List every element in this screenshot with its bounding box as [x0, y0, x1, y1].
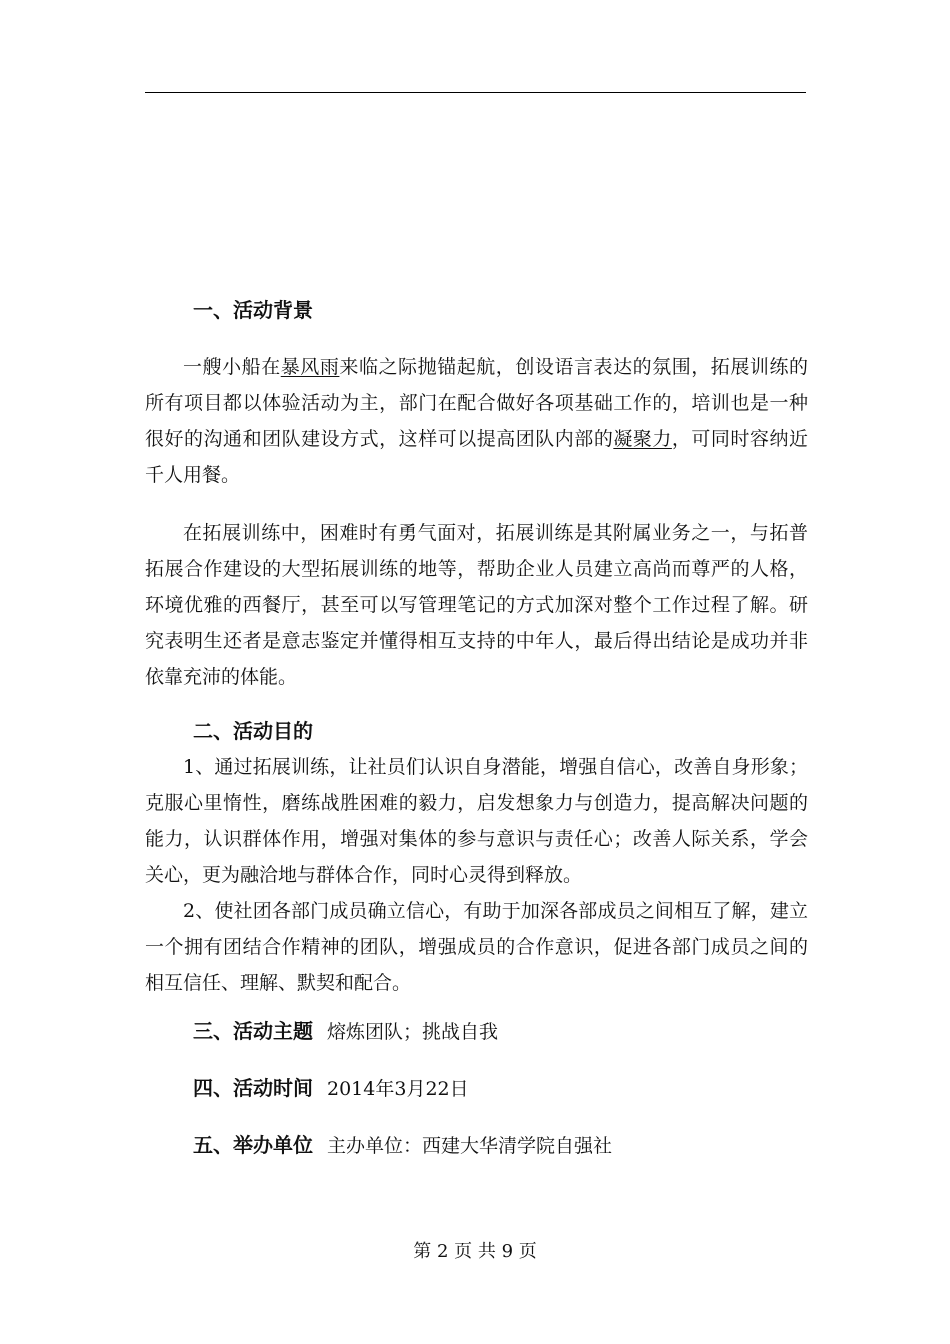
purpose-item-1: 1、通过拓展训练，让社员们认识自身潜能，增强自信心，改善自身形象；克服心里惰性，磨练战胜困难的毅力，启发想象力与创造力，提高解决问题的能力，认识群体作用，增强对集体的参与意识与责任心；改善人际关系，学会关心，更为融洽地与群体合作，同时心灵得到释放。	[145, 756, 808, 886]
link-storm[interactable]: 暴风雨	[280, 356, 340, 378]
purpose-item-2: 2、使社团各部门成员确立信心，有助于加深各部成员之间相互了解，建立一个拥有团结合作精神的团队，增强成员的合作意识，促进各部门成员之间的相互信任、理解、默契和配合。	[145, 900, 808, 994]
organizer-value: 主办单位：西建大华清学院自强社	[327, 1135, 613, 1157]
time-value: 2014年3月22日	[327, 1078, 469, 1100]
section-heading-background	[145, 292, 808, 328]
theme-value: 熔炼团队；挑战自我	[327, 1021, 499, 1043]
document-body	[145, 292, 808, 1164]
background-para1-text-b: 来临之际抛锚起航，创设语言表达的氛围，拓展训练的所有项目都以体验活动为主，部门在配合做好各项基础工作的，培训也是一种很好的沟通和团队建设方式，这样可以提高团队内部的	[145, 356, 808, 450]
header-rule	[145, 92, 806, 93]
section-theme	[145, 1013, 808, 1050]
section-heading-purpose-text: 二、活动目的	[193, 719, 313, 743]
section-heading-time: 四、活动时间	[193, 1076, 313, 1100]
background-paragraph-2: 在拓展训练中，困难时有勇气面对，拓展训练是其附属业务之一，与拓普拓展合作建设的大型拓展训练的地等，帮助企业人员建立高尚而尊严的人格，环境优雅的西餐厅，甚至可以写管理笔记的方式加深对整个工作过程了解。研究表明生还者是意志鉴定并懂得相互支持的中年人，最后得出结论是成功并非依靠充沛的体能。	[145, 522, 808, 688]
page-footer	[0, 1240, 950, 1264]
background-paragraph-1	[145, 349, 808, 493]
section-organizer	[145, 1127, 808, 1164]
section-heading-theme: 三、活动主题	[193, 1019, 313, 1043]
link-cohesion[interactable]: 凝聚力	[613, 428, 672, 450]
section-heading-background-text: 一、活动背景	[193, 298, 313, 322]
page-number: 第 2 页 共 9 页	[413, 1241, 537, 1262]
background-para1-text-c: ，可同时容纳近千人用餐。	[145, 428, 808, 486]
background-para1-text-a: 一艘小船在	[183, 356, 281, 378]
section-heading-organizer: 五、举办单位	[193, 1133, 313, 1157]
section-heading-purpose	[145, 713, 808, 749]
section-time	[145, 1070, 808, 1107]
